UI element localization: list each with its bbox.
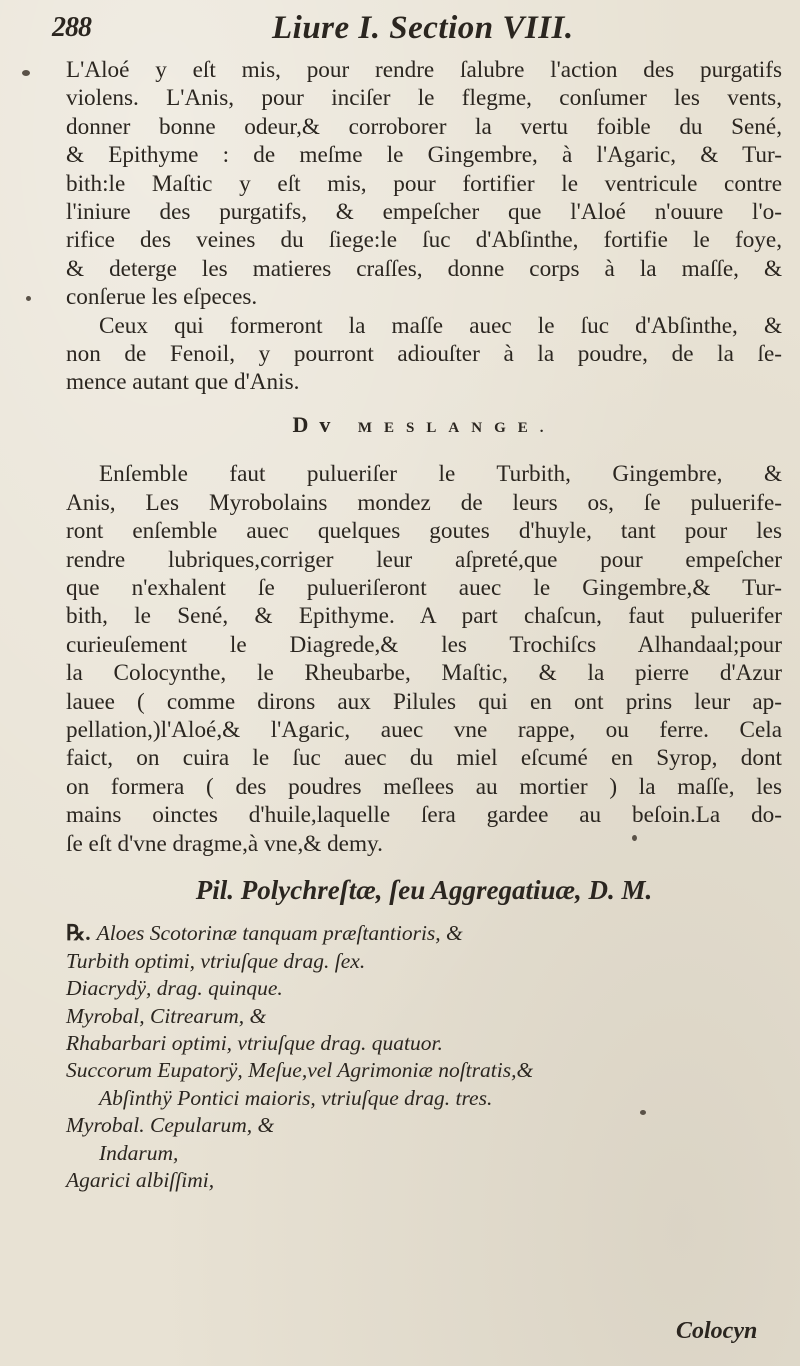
paragraph-mixing-instructions — [66, 460, 782, 858]
text-line: rendre lubriques,corriger leur aſpreté,que pour empeſcher — [66, 546, 782, 573]
text-line: donner bonne odeur,& corroborer la vertu foible du Sené, — [66, 113, 782, 140]
recipe-symbol: ℞. — [66, 921, 91, 946]
page-header — [52, 10, 772, 54]
paragraph-absinthe-mass — [66, 312, 782, 397]
page-number: 288 — [52, 12, 91, 43]
text-line: ront enſemble auec quelques goutes d'huyle, tant pour les — [66, 518, 782, 545]
text-line: on formera ( des poudres meſlees au mortier ) la maſſe, les — [66, 773, 782, 800]
text-line: & Epithyme : de meſme le Gingembre, à l'Agaric, & Tur- — [66, 142, 782, 169]
section-heading-rest: MESLANGE. — [357, 419, 556, 436]
text-line: Ceux qui formeront la maſſe auec le ſuc d'Abſinthe, & — [99, 312, 782, 339]
recipe-line: Myrobal. Cepularum, & — [66, 1113, 275, 1138]
text-line: l'iniure des purgatifs, & empeſcher que l'Aloé n'ouure l'o- — [66, 199, 782, 226]
recipe-line: Diacrydÿ, drag. quinque. — [66, 976, 283, 1001]
recipe-line: Agarici albiſſimi, — [66, 1168, 215, 1193]
recipe-line: Rhabarbari optimi, vtriuſque drag. quatuor. — [66, 1031, 443, 1055]
text-line: pellation,)l'Aloé,& l'Agaric, auec vne rappe, ou ferre. Cela — [66, 716, 782, 743]
ink-speck — [22, 70, 30, 76]
text-line: ſe eſt d'vne dragme,à vne,& demy. — [66, 830, 383, 857]
text-line: lauee ( comme dirons aux Pilules qui en ont prins leur ap- — [66, 688, 782, 715]
paragraph-aloe-purpose — [66, 56, 782, 312]
recipe-line: Turbith optimi, vtriuſque drag. ſex. — [66, 948, 366, 973]
text-line: mence autant que d'Anis. — [66, 369, 300, 396]
text-line: que n'exhalent ſe pulueriſeront auec le Gingembre,& Tur- — [66, 574, 782, 601]
recipe-line: Succorum Eupatorÿ, Meſue,vel Agrimoniæ noſtratis,& — [66, 1058, 534, 1083]
catchword: Colocyn — [676, 1318, 758, 1344]
recipe-line-text: Aloes Scotorinæ tanquam præſtantioris, & — [96, 921, 463, 946]
recipe-line: Abſinthÿ Pontici maioris, vtriuſque drag. tres. — [99, 1085, 493, 1110]
recipe-line: Indarum, — [99, 1140, 179, 1165]
ink-speck — [26, 296, 31, 301]
recipe-line — [66, 920, 782, 947]
recipe-list — [66, 920, 782, 1194]
text-line: faict, on cuira le ſuc auec du miel eſcumé en Syrop, dont — [66, 745, 782, 772]
text-line: bith:le Maſtic y eſt mis, pour fortifier le ventricule contre — [66, 170, 782, 197]
section-heading-first-word: Dv — [292, 411, 342, 437]
page-body — [66, 56, 782, 1194]
ink-speck — [632, 835, 637, 841]
text-line: mains oinctes d'huile,laquelle ſera gardee au beſoin.La do- — [66, 802, 782, 829]
text-line: conſerue les eſpeces. — [66, 284, 258, 311]
text-line: violens. L'Anis, pour inciſer le flegme, conſumer les vents, — [66, 85, 782, 112]
running-title: Liure I. Section VIII. — [272, 10, 574, 46]
text-line: Enſemble faut pulueriſer le Turbith, Gingembre, & — [99, 461, 782, 488]
text-line: bith, le Sené, & Epithyme. A part chaſcun, faut puluerifer — [66, 603, 782, 630]
formula-title: Pil. Polychreſtæ, ſeu Aggregatiuæ, D. M. — [195, 874, 653, 905]
ink-speck — [640, 1110, 646, 1115]
text-line: curieuſement le Diagrede,& les Trochiſcs Alhandaal;pour — [66, 631, 782, 658]
text-line: L'Aloé y eſt mis, pour rendre ſalubre l'action des purgatifs — [66, 57, 782, 83]
text-line: Anis, Les Myrobolains mondez de leurs os, ſe puluerife- — [66, 489, 782, 516]
text-line: rifice des veines du ſiege:le ſuc d'Abſinthe, fortifie le foye, — [66, 227, 782, 254]
recipe-line: Myrobal, Citrearum, & — [66, 1003, 267, 1028]
text-line: non de Fenoil, y pourront adiouſter à la poudre, de la ſe- — [66, 341, 782, 368]
text-line: la Colocynthe, le Rheubarbe, Maſtic, & la pierre d'Azur — [66, 660, 782, 687]
text-line: & deterge les matieres craſſes, donne corps à la maſſe, & — [66, 255, 782, 282]
section-heading — [66, 411, 782, 442]
